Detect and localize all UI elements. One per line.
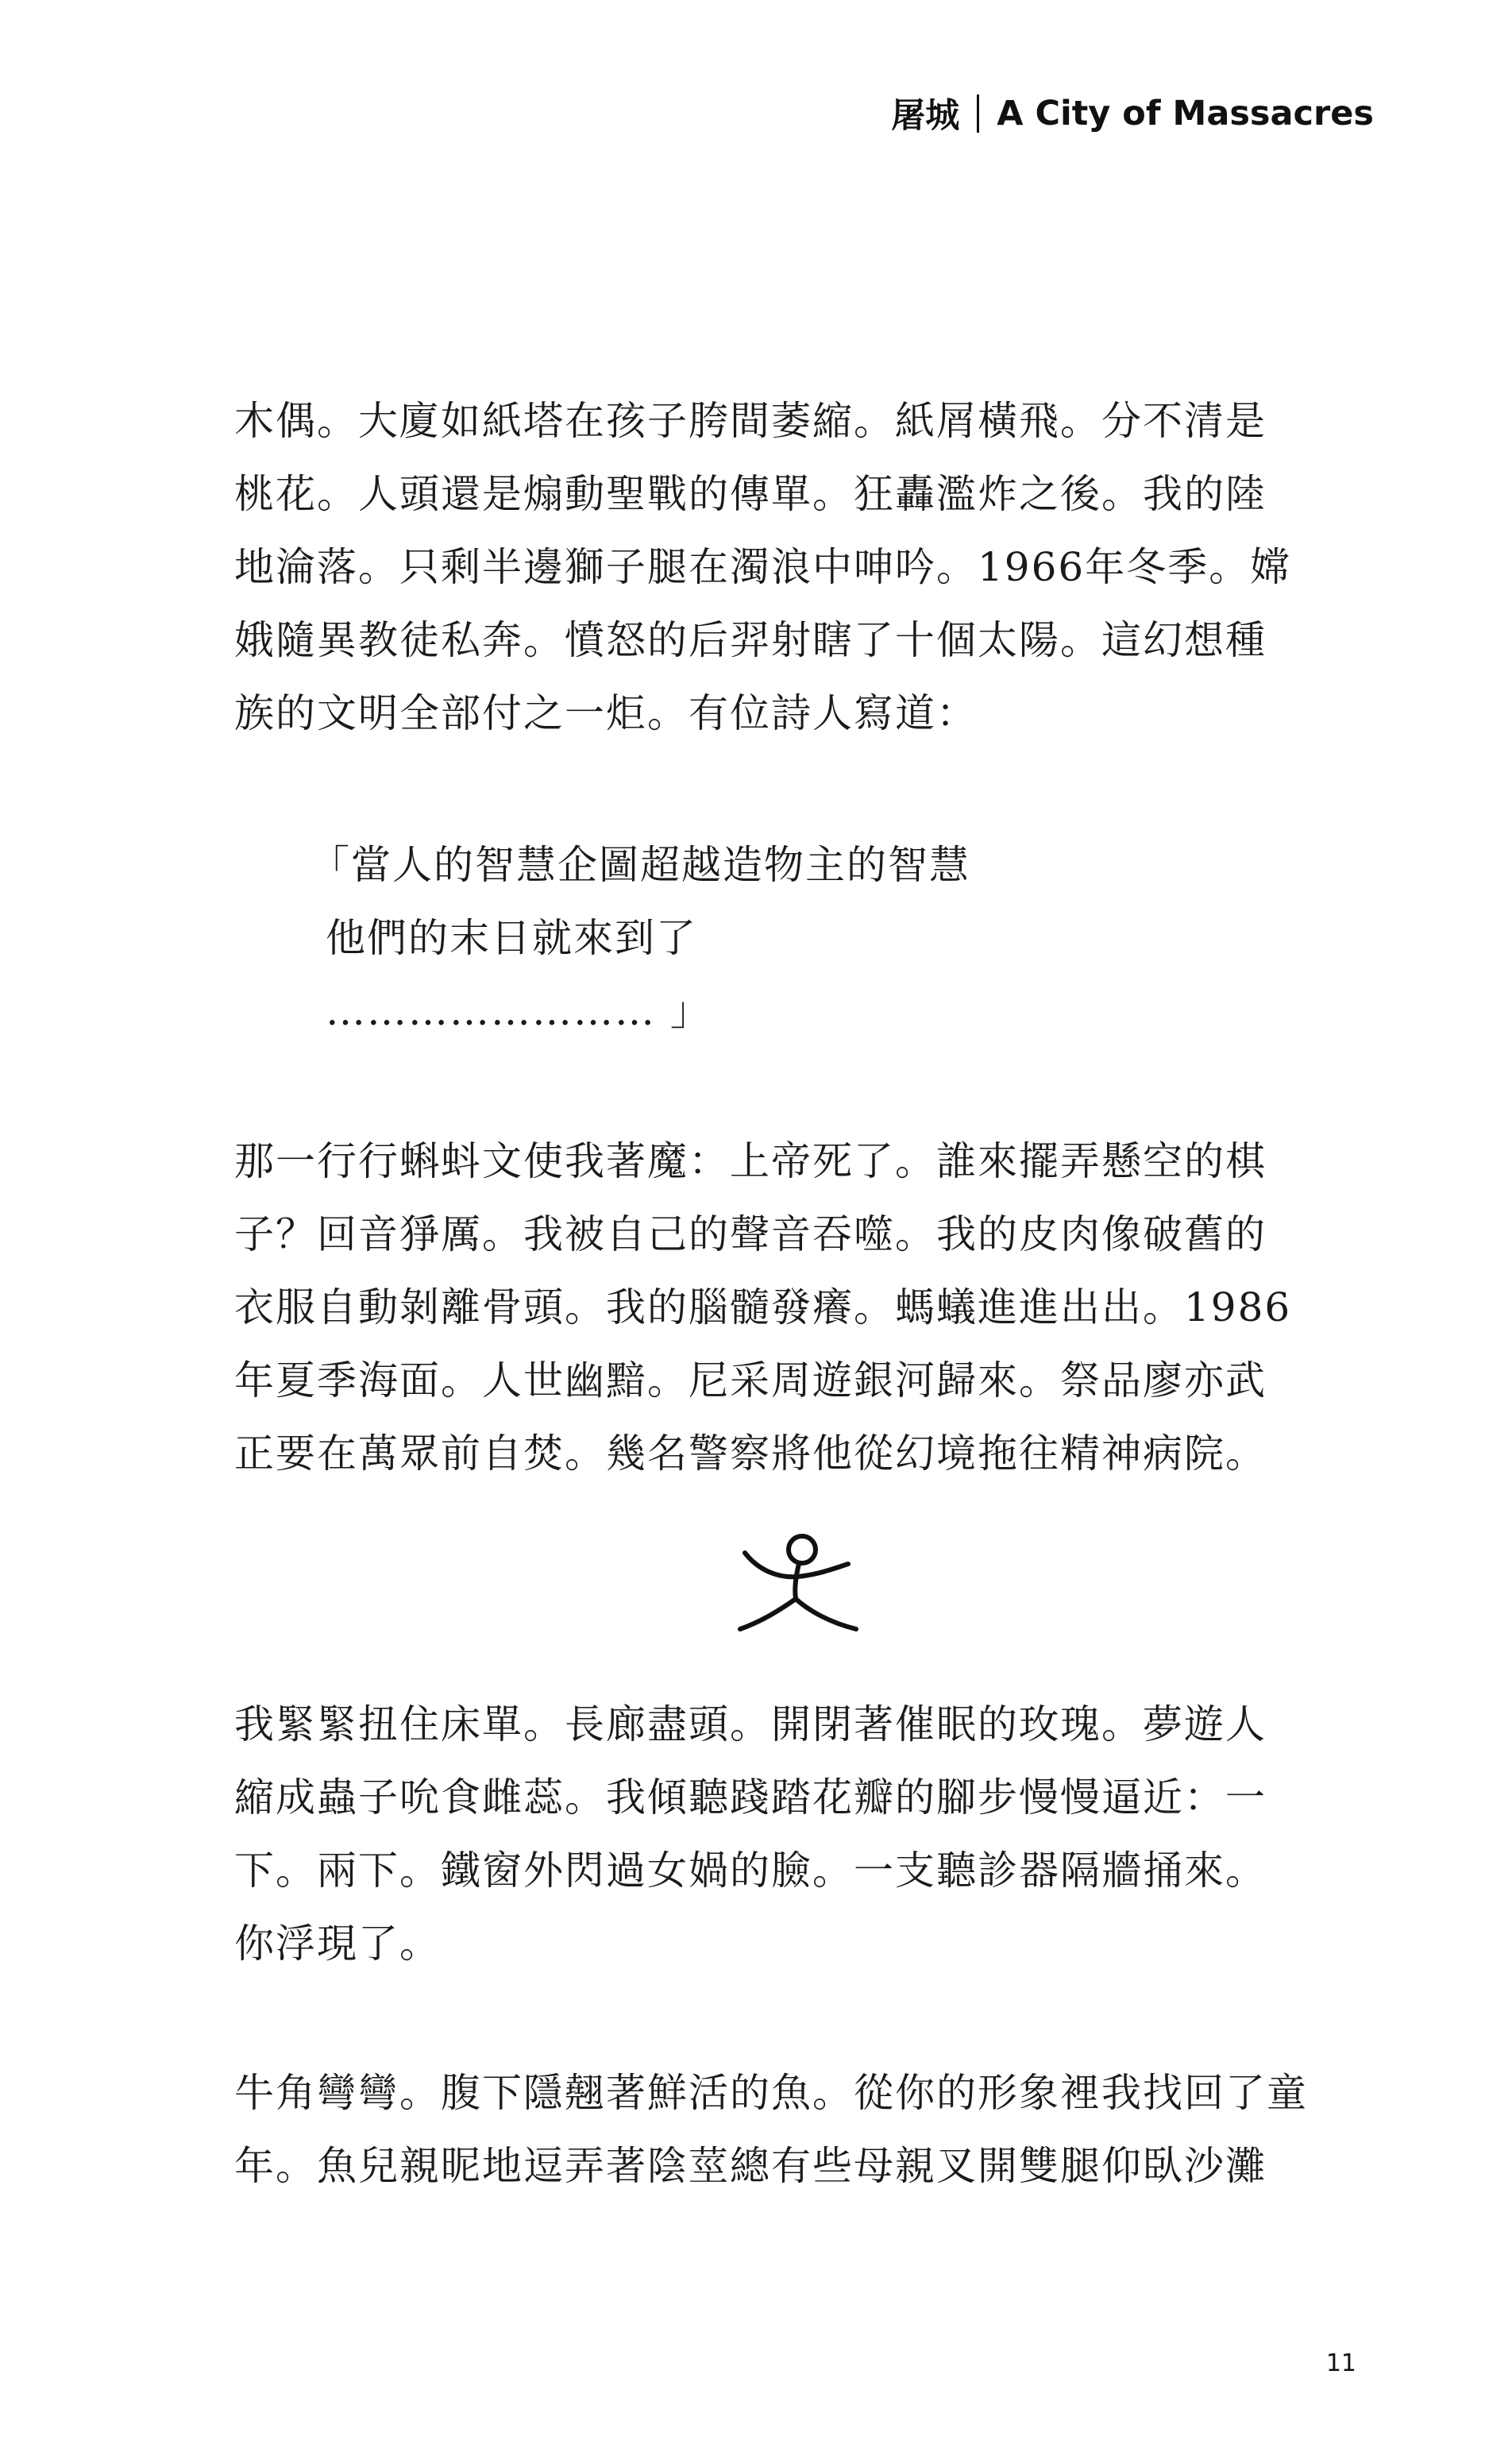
text-line: 年夏季海面。人世幽黯。尼采周遊銀河歸來。祭品廖亦武 — [234, 1357, 1267, 1403]
page-number: 11 — [1325, 2349, 1356, 2377]
running-header — [891, 89, 1374, 137]
text-line: 衣服自動剝離骨頭。我的腦髓發癢。螞蟻進進出出。1986 — [234, 1284, 1292, 1330]
text-line: 我緊緊扭住床單。長廊盡頭。開閉著催眠的玫瑰。夢遊人 — [234, 1701, 1267, 1747]
quote-line: 「當人的智慧企圖超越造物主的智慧 — [310, 842, 970, 888]
text-line: 年。魚兒親昵地逗弄著陰莖總有些母親叉開雙腿仰臥沙灘 — [234, 2143, 1267, 2189]
stick-figure-icon — [723, 1529, 866, 1640]
quote-line: 他們的末日就來到了 — [326, 915, 697, 961]
header-separator — [977, 95, 979, 133]
paragraph-1 — [234, 384, 1362, 750]
text-line: 正要在萬眾前自焚。幾名警察將他從幻境拖往精神病院。 — [234, 1430, 1267, 1477]
paragraph-3 — [234, 1688, 1362, 1980]
text-line: 牛角彎彎。腹下隱翹著鮮活的魚。從你的形象裡我找回了童 — [234, 2070, 1308, 2116]
text-line: 那一行行蝌蚪文使我著魔：上帝死了。誰來擺弄懸空的棋 — [234, 1138, 1267, 1184]
paragraph-2 — [234, 1125, 1362, 1490]
text-line: 娥隨異教徒私奔。憤怒的后羿射瞎了十個太陽。這幻想種 — [234, 617, 1267, 663]
paragraph-4 — [234, 2056, 1362, 2203]
header-title-zh: 屠城 — [891, 96, 960, 136]
text-line: 族的文明全部付之一炬。有位詩人寫道： — [234, 690, 978, 736]
header-title-en: A City of Massacres — [997, 93, 1374, 133]
text-line: 縮成蟲子吮食雌蕊。我傾聽踐踏花瓣的腳步慢慢逼近：一 — [234, 1774, 1267, 1820]
text-line: 下。兩下。鐵窗外閃過女媧的臉。一支聽診器隔牆捅來。 — [234, 1847, 1267, 1894]
text-line: 地淪落。只剩半邊獅子腿在濁浪中呻吟。1966年冬季。嫦 — [234, 544, 1292, 590]
text-line: 你浮現了。 — [234, 1921, 441, 1967]
quotation-block — [310, 828, 1445, 1048]
text-line: 桃花。人頭還是煽動聖戰的傳單。狂轟濫炸之後。我的陸 — [234, 471, 1267, 517]
quote-line: …………………… 」 — [326, 988, 712, 1034]
text-line: 子？回音猙厲。我被自己的聲音吞噬。我的皮肉像破舊的 — [234, 1211, 1267, 1257]
text-line: 木偶。大廈如紙塔在孩子胯間萎縮。紙屑橫飛。分不清是 — [234, 398, 1267, 444]
